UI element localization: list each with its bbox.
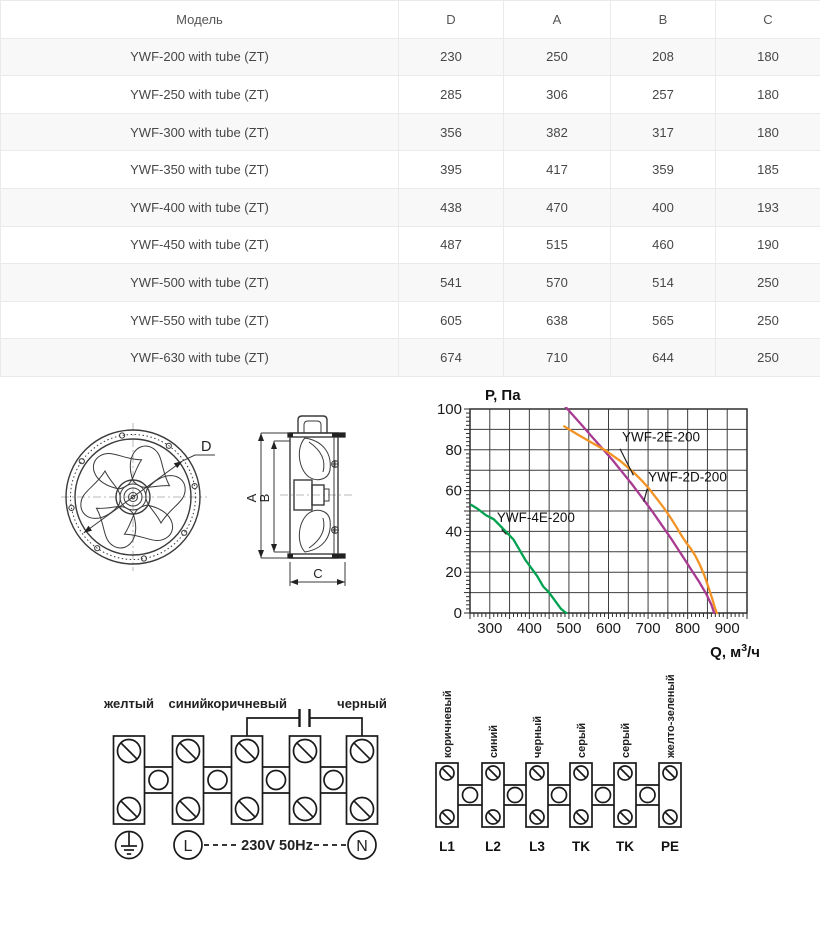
jumper-hole: [552, 788, 567, 803]
dimension-cell: 359: [611, 151, 716, 189]
dimension-cell: 356: [399, 113, 504, 151]
wire-color-label: желтый: [104, 696, 154, 711]
column-header-C: C: [716, 1, 820, 39]
terminal-label: TK: [572, 839, 590, 854]
chart-axes: [437, 387, 760, 661]
model-cell: YWF-500 with tube (ZT): [1, 264, 399, 302]
wire-color-label: коричневый: [207, 696, 287, 711]
dimension-c-arrow: [290, 562, 345, 586]
dimension-cell: 193: [716, 188, 820, 226]
table-row: [1, 151, 820, 189]
jumper-hole: [324, 771, 343, 790]
y-tick-label: 80: [445, 441, 462, 459]
y-tick-label: 60: [445, 482, 462, 500]
dimension-cell: 317: [611, 113, 716, 151]
x-tick-label: 300: [477, 620, 503, 637]
dimension-d-label: D: [201, 439, 212, 455]
wire-color-label: серый: [620, 722, 632, 758]
x-tick-label: 400: [516, 620, 542, 637]
voltage-label: 230V 50Hz: [241, 838, 313, 854]
x-tick-label: 600: [595, 620, 622, 637]
dimension-cell: 400: [611, 188, 716, 226]
dimension-cell: 470: [504, 188, 611, 226]
model-cell: YWF-550 with tube (ZT): [1, 301, 399, 339]
table-row: [1, 188, 820, 226]
wiring-diagram-three-phase: [425, 675, 705, 860]
table-row: [1, 301, 820, 339]
table-row: [1, 226, 820, 264]
dimension-cell: 605: [399, 301, 504, 339]
dimension-cell: 417: [504, 151, 611, 189]
dimension-cell: 515: [504, 226, 611, 264]
dimension-cell: 180: [716, 113, 820, 151]
dimension-cell: 185: [716, 151, 820, 189]
fan-front-view-drawing: [52, 414, 222, 584]
dimension-cell: 190: [716, 226, 820, 264]
dimension-cell: 250: [504, 38, 611, 76]
wire-color-label: серый: [576, 722, 588, 758]
dimension-cell: 250: [716, 264, 820, 302]
dimension-cell: 250: [716, 301, 820, 339]
dimension-cell: 180: [716, 76, 820, 114]
fan-side-view-drawing: [244, 404, 358, 594]
series-YWF-2E-200: [564, 426, 717, 613]
column-header-D: D: [399, 1, 504, 39]
column-header-B: B: [611, 1, 716, 39]
dimension-cell: 565: [611, 301, 716, 339]
x-tick-label: 500: [556, 620, 582, 637]
table-row: [1, 339, 820, 377]
dimension-cell: 644: [611, 339, 716, 377]
dimension-b-arrow: [257, 441, 290, 552]
wire-color-label: синий: [488, 724, 500, 758]
terminal-label: PE: [660, 839, 680, 854]
jumper-hole: [596, 788, 611, 803]
model-cell: YWF-300 with tube (ZT): [1, 113, 399, 151]
table-row: [1, 113, 820, 151]
jumper-hole: [508, 788, 523, 803]
dimension-c-label: C: [313, 566, 323, 581]
x-axis-title: Q, $м^3/ч$: [710, 642, 760, 661]
capacitor-wire: [247, 718, 362, 736]
dimension-cell: 674: [399, 339, 504, 377]
dimension-cell: 230: [399, 38, 504, 76]
terminal-label: L2: [485, 839, 501, 854]
wire-color-label: коричневый: [442, 690, 454, 758]
dimension-cell: 487: [399, 226, 504, 264]
x-tick-label: 900: [714, 620, 740, 637]
model-cell: YWF-450 with tube (ZT): [1, 226, 399, 264]
dimension-cell: 180: [716, 38, 820, 76]
dimension-cell: 438: [399, 188, 504, 226]
dimension-cell: 638: [504, 301, 611, 339]
dimension-cell: 395: [399, 151, 504, 189]
jumper-hole: [640, 788, 655, 803]
terminal-label: TK: [616, 839, 634, 854]
jumper-hole: [208, 771, 227, 790]
table-header-row: [1, 1, 820, 39]
wire-color-label: синий: [168, 696, 208, 711]
jumper-hole: [149, 771, 168, 790]
y-tick-label: 40: [445, 523, 462, 541]
wire-color-label: черный: [337, 696, 387, 711]
model-cell: YWF-250 with tube (ZT): [1, 76, 399, 114]
dimension-a-label: A: [244, 493, 259, 503]
y-tick-label: 20: [445, 564, 462, 582]
dimension-cell: 257: [611, 76, 716, 114]
dimension-cell: 710: [504, 339, 611, 377]
dimensions-table: [0, 0, 820, 377]
table-row: [1, 76, 820, 114]
dimension-cell: 250: [716, 339, 820, 377]
model-cell: YWF-400 with tube (ZT): [1, 188, 399, 226]
terminal-label: L1: [439, 839, 455, 854]
y-axis-title: P, Па: [485, 387, 521, 404]
terminal-label: L3: [529, 839, 545, 854]
dimension-cell: 570: [504, 264, 611, 302]
phase-label: L: [183, 838, 193, 855]
jumper-hole: [267, 771, 286, 790]
series-label: YWF-2E-200: [621, 429, 700, 445]
column-header-model: Модель: [1, 1, 399, 39]
junction-box: [298, 416, 327, 433]
column-header-A: A: [504, 1, 611, 39]
wire-color-label: черный: [532, 715, 544, 758]
performance-chart: [420, 383, 820, 668]
dimension-cell: 460: [611, 226, 716, 264]
table-row: [1, 38, 820, 76]
dimension-cell: 514: [611, 264, 716, 302]
x-tick-label: 700: [635, 620, 661, 637]
dimension-cell: 306: [504, 76, 611, 114]
y-tick-label: 100: [436, 401, 462, 418]
dimension-cell: 285: [399, 76, 504, 114]
table-row: [1, 264, 820, 302]
dimension-b-label: B: [257, 493, 272, 503]
x-tick-label: 800: [675, 620, 701, 637]
y-tick-label: 0: [453, 605, 462, 622]
jumper-hole: [463, 788, 478, 803]
model-cell: YWF-200 with tube (ZT): [1, 38, 399, 76]
ground-icon: [116, 832, 143, 859]
model-cell: YWF-350 with tube (ZT): [1, 151, 399, 189]
wire-color-label: желто-зеленый: [665, 674, 677, 758]
model-cell: YWF-630 with tube (ZT): [1, 339, 399, 377]
series-label: YWF-4E-200: [496, 510, 575, 526]
wiring-diagram-single-phase: [80, 690, 400, 865]
series-label: YWF-2D-200: [648, 469, 727, 485]
dimension-cell: 541: [399, 264, 504, 302]
dimension-cell: 382: [504, 113, 611, 151]
dimension-cell: 208: [611, 38, 716, 76]
neutral-label: N: [356, 838, 368, 855]
